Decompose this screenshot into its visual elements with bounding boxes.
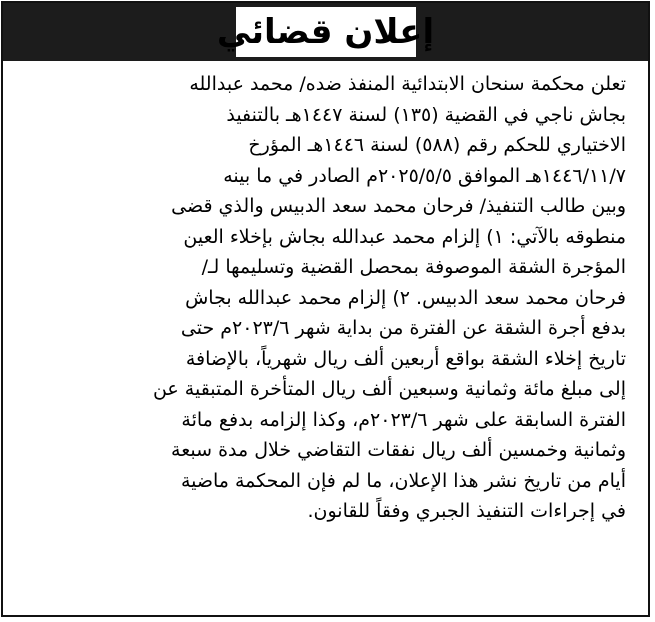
notice-line: بجاش ناجي في القضية (١٣٥) لسنة ١٤٤٧هـ بالتنفيذ (226, 103, 626, 126)
notice-line: منطوقه بالآتي: ١) إلزام محمد عبدالله بجاش بإخلاء العين (183, 225, 626, 248)
notice-line: تعلن محكمة سنحان الابتدائية المنفذ ضده/ محمد عبدالله (189, 73, 626, 95)
notice-line: تاريخ إخلاء الشقة بواقع أربعين ألف ريال شهرياً، بالإضافة (185, 347, 626, 370)
notice-line: فرحان محمد سعد الدبيس. ٢) إلزام محمد عبدالله بجاش (185, 286, 626, 309)
header-band (3, 3, 648, 61)
notice-line: أيام من تاريخ نشر هذا الإعلان، ما لم فإن المحكمة ماضية (180, 469, 626, 492)
notice-line: ١٤٤٦/١١/٧هـ الموافق ٢٠٢٥/٥/٥م الصادر في ما بينه (223, 164, 626, 187)
court-notice (1, 1, 650, 617)
notice-line: المؤجرة الشقة الموصوفة بمحصل القضية وتسليمها لـ/ (201, 256, 626, 278)
notice-line: إلى مبلغ مائة وثمانية وسبعين ألف ريال المتأخرة المتبقية عن (152, 378, 626, 400)
title-box (216, 7, 435, 57)
notice-line: الفترة السابقة على شهر ٢٠٢٣/٦م، وكذا إلزامه بدفع مائة (181, 408, 626, 431)
notice-title: إعلان قضائي (216, 12, 435, 52)
notice-body (25, 69, 626, 527)
notice-line: الاختياري للحكم رقم (٥٨٨) لسنة ١٤٤٦هـ المؤرخ (248, 134, 626, 156)
notice-line: بدفع أجرة الشقة عن الفترة من بداية شهر ٢٠٢٣/٦م حتى (180, 317, 626, 339)
notice-line: في إجراءات التنفيذ الجبري وفقاً للقانون. (307, 500, 626, 522)
notice-line: وبين طالب التنفيذ/ فرحان محمد سعد الدبيس والذي قضى (171, 195, 626, 217)
notice-line: وثمانية وخمسين ألف ريال نفقات التقاضي خلال مدة سبعة (171, 439, 626, 461)
